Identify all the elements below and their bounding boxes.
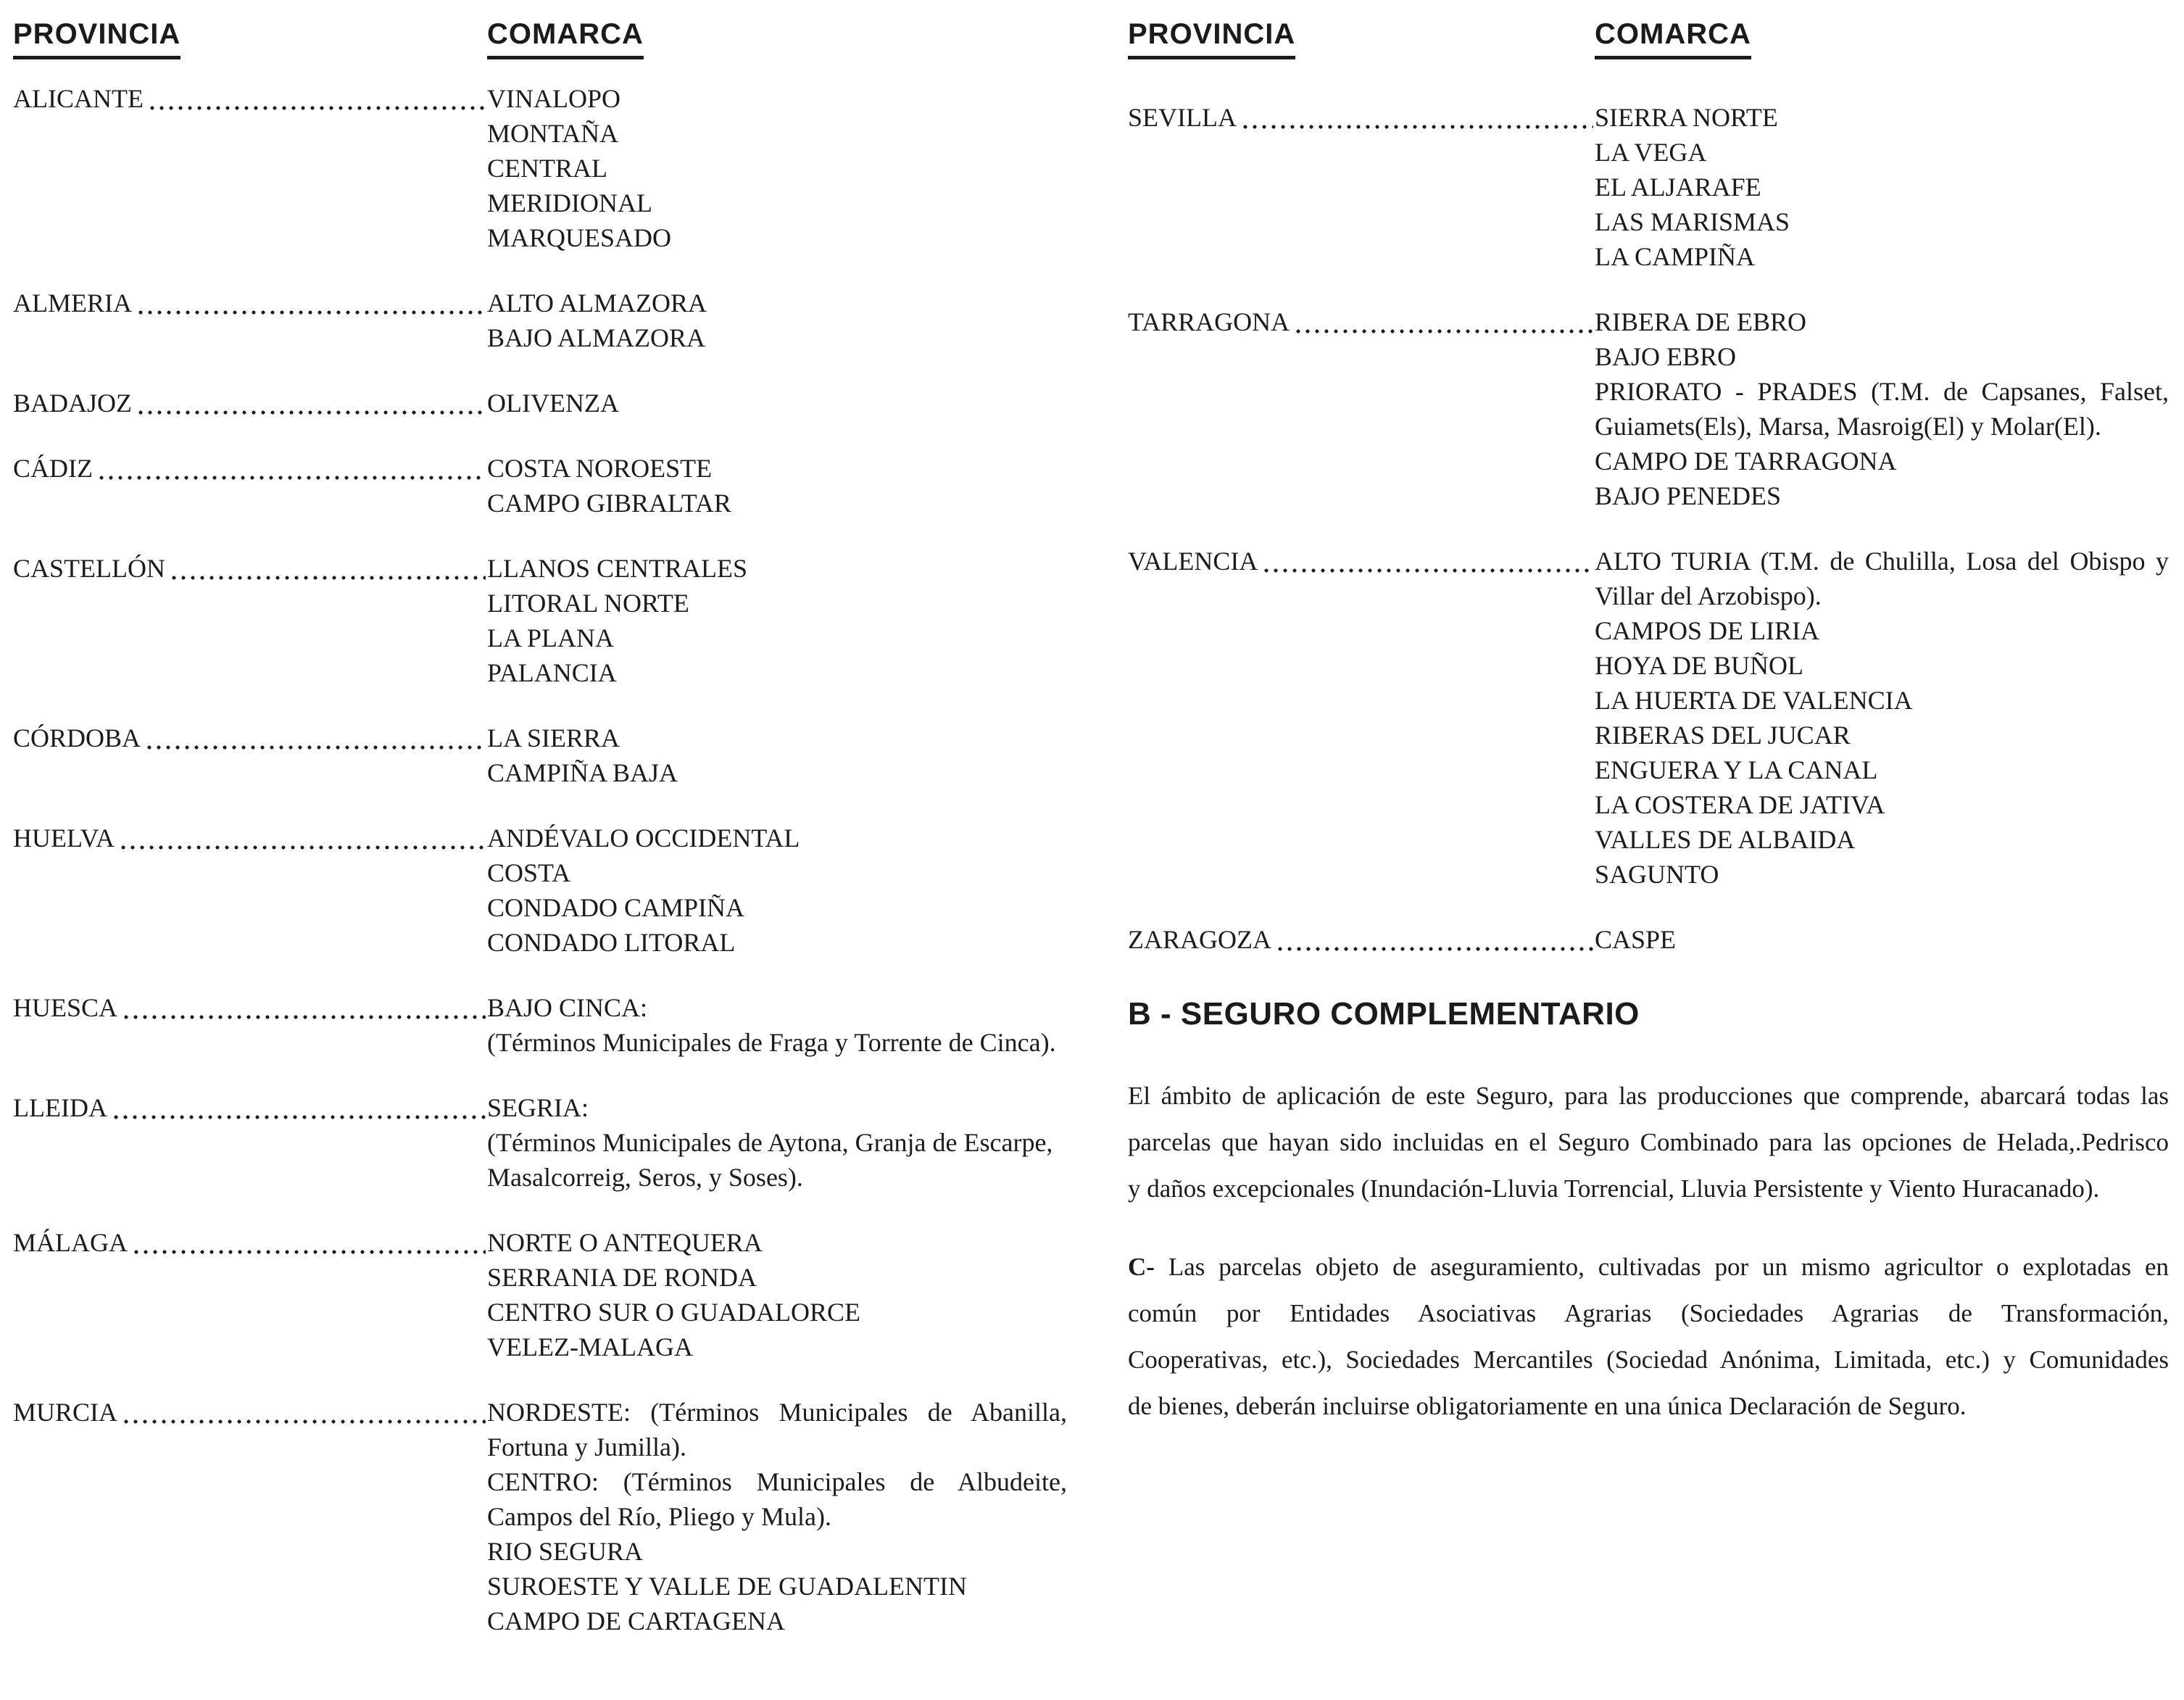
- comarca-line: COSTA: [487, 858, 571, 887]
- table-row: [13, 821, 1067, 960]
- comarca-line: NORDESTE: (Términos Municipales de Abanilla,: [487, 1398, 1067, 1427]
- province-name: LLEIDA: [13, 1093, 107, 1122]
- comarca-line: PRIORATO - PRADES (T.M. de Capsanes, Falset,: [1595, 377, 2169, 406]
- comarca-item: [1595, 922, 2169, 957]
- paragraph-line: y daños excepcionales (Inundación-Lluvia Torrencial, Lluvia Persistente y Viento Huracanado).: [1128, 1174, 2100, 1203]
- comarca-item: [1595, 683, 2169, 718]
- comarca-item: [487, 116, 1067, 151]
- comarca-cell: [487, 1225, 1067, 1364]
- table-row: [13, 551, 1067, 690]
- comarca-cell: [1595, 544, 2169, 892]
- section-b-title: B - SEGURO COMPLEMENTARIO: [1128, 996, 1640, 1032]
- comarca-line: VALLES DE ALBAIDA: [1595, 825, 1856, 854]
- comarca-line: SUROESTE Y VALLE DE GUADALENTIN: [487, 1572, 967, 1601]
- comarca-line: CENTRO: (Términos Municipales de Albudeite,: [487, 1467, 1067, 1496]
- province-cell: [1128, 922, 1595, 957]
- dotted-leader: [1262, 544, 1593, 579]
- comarca-line: CONDADO LITORAL: [487, 928, 736, 957]
- comarca-cell: [487, 1090, 1067, 1195]
- province-name: CASTELLÓN: [13, 554, 165, 583]
- comarca-item: [487, 1534, 1067, 1569]
- comarca-item: [1595, 135, 2169, 170]
- dotted-leader: [136, 386, 486, 420]
- province-name: HUELVA: [13, 824, 115, 853]
- comarca-item: [1595, 100, 2169, 135]
- province-cell: [1128, 304, 1595, 339]
- section-c-paragraph: [1128, 1244, 2169, 1430]
- comarca-line: LA VEGA: [1595, 138, 1707, 167]
- comarca-item: [1595, 857, 2169, 892]
- comarca-line: LA COSTERA DE JATIVA: [1595, 790, 1885, 819]
- province-cell: [13, 721, 487, 755]
- table-row: [1128, 304, 2169, 513]
- comarca-item: [487, 151, 1067, 186]
- comarca-header-cell: [487, 19, 644, 59]
- province-name: ALICANTE: [13, 84, 144, 113]
- table-row: [13, 990, 1067, 1060]
- comarca-item: [1595, 374, 2169, 444]
- provincia-header-cell: [1128, 19, 1595, 59]
- comarca-line: CAMPOS DE LIRIA: [1595, 616, 1820, 645]
- comarca-cell: [487, 551, 1067, 690]
- comarca-line: LITORAL NORTE: [487, 589, 689, 618]
- comarca-line: SAGUNTO: [1595, 860, 1719, 889]
- province-cell: [13, 990, 487, 1025]
- comarca-line: ALTO TURIA (T.M. de Chulilla, Losa del Obispo y: [1595, 547, 2169, 576]
- comarca-line: HOYA DE BUÑOL: [1595, 651, 1803, 680]
- comarca-line: ALTO ALMAZORA: [487, 289, 707, 318]
- comarca-item: [487, 386, 1067, 420]
- dotted-leader: [119, 821, 486, 855]
- dotted-leader: [136, 286, 486, 320]
- province-name: ZARAGOZA: [1128, 925, 1271, 954]
- comarca-item: [487, 1260, 1067, 1295]
- province-name: MURCIA: [13, 1398, 118, 1427]
- comarca-line: BAJO CINCA:: [487, 993, 648, 1022]
- comarca-line: BAJO PENEDES: [1595, 481, 1782, 510]
- comarca-cell: [487, 81, 1067, 255]
- comarca-item: [487, 721, 1067, 755]
- comarca-line: (Términos Municipales de Aytona, Granja de Escarpe,: [487, 1128, 1053, 1157]
- comarca-item: [1595, 478, 2169, 513]
- comarca-cell: [1595, 100, 2169, 274]
- comarca-item: [487, 1604, 1067, 1638]
- comarca-item: [487, 220, 1067, 255]
- comarca-cell: [487, 721, 1067, 790]
- comarca-item: [487, 551, 1067, 586]
- province-name: CÓRDOBA: [13, 723, 141, 752]
- table-row: [1128, 922, 2169, 957]
- paragraph-line: Cooperativas, etc.), Sociedades Mercantiles (Sociedad Anónima, Limitada, etc.) y Comunidades: [1128, 1346, 2169, 1374]
- comarca-item: [1595, 339, 2169, 374]
- table-row: [1128, 544, 2169, 892]
- comarca-item: [487, 821, 1067, 855]
- comarca-item: [1595, 752, 2169, 787]
- comarca-cell: [487, 286, 1067, 355]
- comarca-item: [487, 1330, 1067, 1364]
- province-cell: [13, 1395, 487, 1430]
- comarca-line: NORTE O ANTEQUERA: [487, 1228, 763, 1257]
- province-name: BADAJOZ: [13, 389, 133, 418]
- comarca-line: COSTA NOROESTE: [487, 454, 713, 483]
- comarca-line: RIBERAS DEL JUCAR: [1595, 721, 1851, 750]
- paragraph-line: El ámbito de aplicación de este Seguro, para las producciones que comprende, abarcará todas las: [1128, 1082, 2169, 1110]
- province-name: VALENCIA: [1128, 547, 1258, 576]
- provincia-header: PROVINCIA: [13, 19, 180, 59]
- comarca-line: LA PLANA: [487, 623, 615, 652]
- comarca-item: [487, 451, 1067, 486]
- comarca-item: [1595, 444, 2169, 478]
- left-column-headers: [13, 19, 1067, 59]
- province-cell: [13, 1090, 487, 1125]
- comarca-line: SEGRIA:: [487, 1093, 589, 1122]
- comarca-line: BAJO ALMAZORA: [487, 323, 706, 352]
- provincia-header: PROVINCIA: [1128, 19, 1295, 59]
- comarca-line: PALANCIA: [487, 658, 617, 687]
- paragraph-lead: C-: [1128, 1253, 1155, 1281]
- dotted-leader: [122, 990, 486, 1025]
- left-province-list: [13, 81, 1067, 1638]
- table-row: [13, 286, 1067, 355]
- paragraph-line: de bienes, deberán incluirse obligatoriamente en una única Declaración de Seguro.: [1128, 1392, 1967, 1420]
- dotted-leader: [122, 1395, 486, 1430]
- provincia-header-cell: [13, 19, 487, 59]
- comarca-item: [487, 621, 1067, 655]
- comarca-line: ANDÉVALO OCCIDENTAL: [487, 824, 800, 853]
- comarca-line: RIO SEGURA: [487, 1537, 644, 1566]
- comarca-cell: [487, 1395, 1067, 1638]
- comarca-item: [487, 855, 1067, 890]
- comarca-item: [487, 1464, 1067, 1534]
- comarca-line: CASPE: [1595, 925, 1677, 954]
- province-name: HUESCA: [13, 993, 118, 1022]
- table-row: [13, 81, 1067, 255]
- comarca-item: [1595, 170, 2169, 204]
- comarca-item: [487, 486, 1067, 521]
- comarca-item: [487, 925, 1067, 960]
- table-row: [13, 451, 1067, 521]
- province-cell: [13, 451, 487, 486]
- paragraph-line: C- Las parcelas objeto de aseguramiento, cultivadas por un mismo agricultor o explotadas en: [1128, 1253, 2169, 1281]
- comarca-item: [1595, 718, 2169, 752]
- right-column: [1128, 19, 2169, 1430]
- province-name: TARRAGONA: [1128, 307, 1290, 336]
- comarca-item: [487, 1295, 1067, 1330]
- province-name: MÁLAGA: [13, 1228, 128, 1257]
- comarca-item: [487, 586, 1067, 621]
- left-column: [13, 19, 1067, 1669]
- dotted-leader: [97, 451, 486, 486]
- table-row: [13, 1225, 1067, 1364]
- paragraph-line: parcelas que hayan sido incluidas en el Seguro Combinado para las opciones de Helada,.Pedrisco: [1128, 1128, 2169, 1156]
- comarca-line: CAMPO DE TARRAGONA: [1595, 447, 1897, 476]
- comarca-line: CAMPO GIBRALTAR: [487, 489, 731, 518]
- province-cell: [13, 81, 487, 116]
- comarca-line: Guiamets(Els), Marsa, Masroig(El) y Molar(El).: [1595, 412, 2101, 441]
- comarca-item: [1595, 648, 2169, 683]
- comarca-item: [487, 1225, 1067, 1260]
- paragraph-line: común por Entidades Asociativas Agrarias (Sociedades Agrarias de Transformación,: [1128, 1299, 2169, 1327]
- comarca-line: ENGUERA Y LA CANAL: [1595, 755, 1878, 784]
- comarca-item: [487, 1395, 1067, 1464]
- table-row: [1128, 100, 2169, 274]
- province-name: SEVILLA: [1128, 103, 1237, 132]
- comarca-item: [487, 286, 1067, 320]
- comarca-line: RIBERA DE EBRO: [1595, 307, 1807, 336]
- comarca-line: BAJO EBRO: [1595, 342, 1737, 371]
- comarca-line: MONTAÑA: [487, 119, 619, 148]
- province-cell: [13, 1225, 487, 1260]
- province-cell: [13, 286, 487, 320]
- comarca-line: CENTRO SUR O GUADALORCE: [487, 1298, 861, 1327]
- comarca-item: [487, 81, 1067, 116]
- comarca-line: Campos del Río, Pliego y Mula).: [487, 1502, 831, 1531]
- right-province-list: [1128, 100, 2169, 957]
- dotted-leader: [132, 1225, 486, 1260]
- comarca-cell: [487, 451, 1067, 521]
- dotted-leader: [145, 721, 486, 755]
- comarca-line: CONDADO CAMPIÑA: [487, 893, 745, 922]
- comarca-line: MERIDIONAL: [487, 188, 652, 217]
- comarca-item: [1595, 613, 2169, 648]
- comarca-line: (Términos Municipales de Fraga y Torrente de Cinca).: [487, 1028, 1056, 1057]
- comarca-line: Villar del Arzobispo).: [1595, 581, 1822, 610]
- comarca-item: [487, 990, 1067, 1060]
- comarca-line: Fortuna y Jumilla).: [487, 1432, 686, 1461]
- comarca-item: [1595, 204, 2169, 239]
- comarca-item: [1595, 304, 2169, 339]
- right-column-headers: [1128, 19, 2169, 59]
- comarca-line: SERRANIA DE RONDA: [487, 1263, 757, 1292]
- comarca-line: LAS MARISMAS: [1595, 207, 1790, 236]
- comarca-cell: [487, 386, 1067, 420]
- comarca-line: CAMPIÑA BAJA: [487, 758, 678, 787]
- section-b-paragraph: [1128, 1073, 2169, 1212]
- dotted-leader: [1294, 304, 1593, 339]
- comarca-item: [1595, 544, 2169, 613]
- province-name: ALMERIA: [13, 289, 132, 318]
- comarca-line: MARQUESADO: [487, 223, 672, 252]
- dotted-leader: [1276, 922, 1593, 957]
- comarca-line: VELEZ-MALAGA: [487, 1332, 693, 1361]
- comarca-item: [487, 655, 1067, 690]
- comarca-item: [487, 1569, 1067, 1604]
- comarca-line: LLANOS CENTRALES: [487, 554, 747, 583]
- province-cell: [1128, 100, 1595, 135]
- table-row: [13, 1395, 1067, 1638]
- dotted-leader: [112, 1090, 486, 1125]
- dotted-leader: [170, 551, 486, 586]
- comarca-item: [487, 890, 1067, 925]
- comarca-cell: [1595, 922, 2169, 957]
- comarca-line: Masalcorreig, Seros, y Soses).: [487, 1163, 803, 1192]
- comarca-item: [487, 186, 1067, 220]
- comarca-cell: [487, 990, 1067, 1060]
- comarca-line: CENTRAL: [487, 154, 607, 183]
- province-name: CÁDIZ: [13, 454, 93, 483]
- comarca-item: [487, 1090, 1067, 1195]
- comarca-line: LA HUERTA DE VALENCIA: [1595, 686, 1913, 715]
- province-cell: [1128, 544, 1595, 579]
- comarca-item: [1595, 822, 2169, 857]
- comarca-line: CAMPO DE CARTAGENA: [487, 1606, 785, 1635]
- comarca-header: COMARCA: [487, 19, 644, 59]
- comarca-cell: [1595, 304, 2169, 513]
- table-row: [13, 721, 1067, 790]
- comarca-line: OLIVENZA: [487, 389, 619, 418]
- comarca-header-cell: [1595, 19, 1751, 59]
- comarca-line: LA SIERRA: [487, 723, 620, 752]
- table-row: [13, 386, 1067, 420]
- comarca-item: [1595, 787, 2169, 822]
- comarca-item: [487, 755, 1067, 790]
- table-row: [13, 1090, 1067, 1195]
- comarca-line: SIERRA NORTE: [1595, 103, 1778, 132]
- province-cell: [13, 386, 487, 420]
- comarca-line: LA CAMPIÑA: [1595, 242, 1756, 271]
- comarca-cell: [487, 821, 1067, 960]
- comarca-header: COMARCA: [1595, 19, 1751, 59]
- comarca-item: [1595, 239, 2169, 274]
- province-cell: [13, 821, 487, 855]
- comarca-line: VINALOPO: [487, 84, 620, 113]
- province-cell: [13, 551, 487, 586]
- comarca-item: [487, 320, 1067, 355]
- comarca-line: EL ALJARAFE: [1595, 173, 1761, 202]
- dotted-leader: [148, 81, 486, 116]
- dotted-leader: [1241, 100, 1593, 135]
